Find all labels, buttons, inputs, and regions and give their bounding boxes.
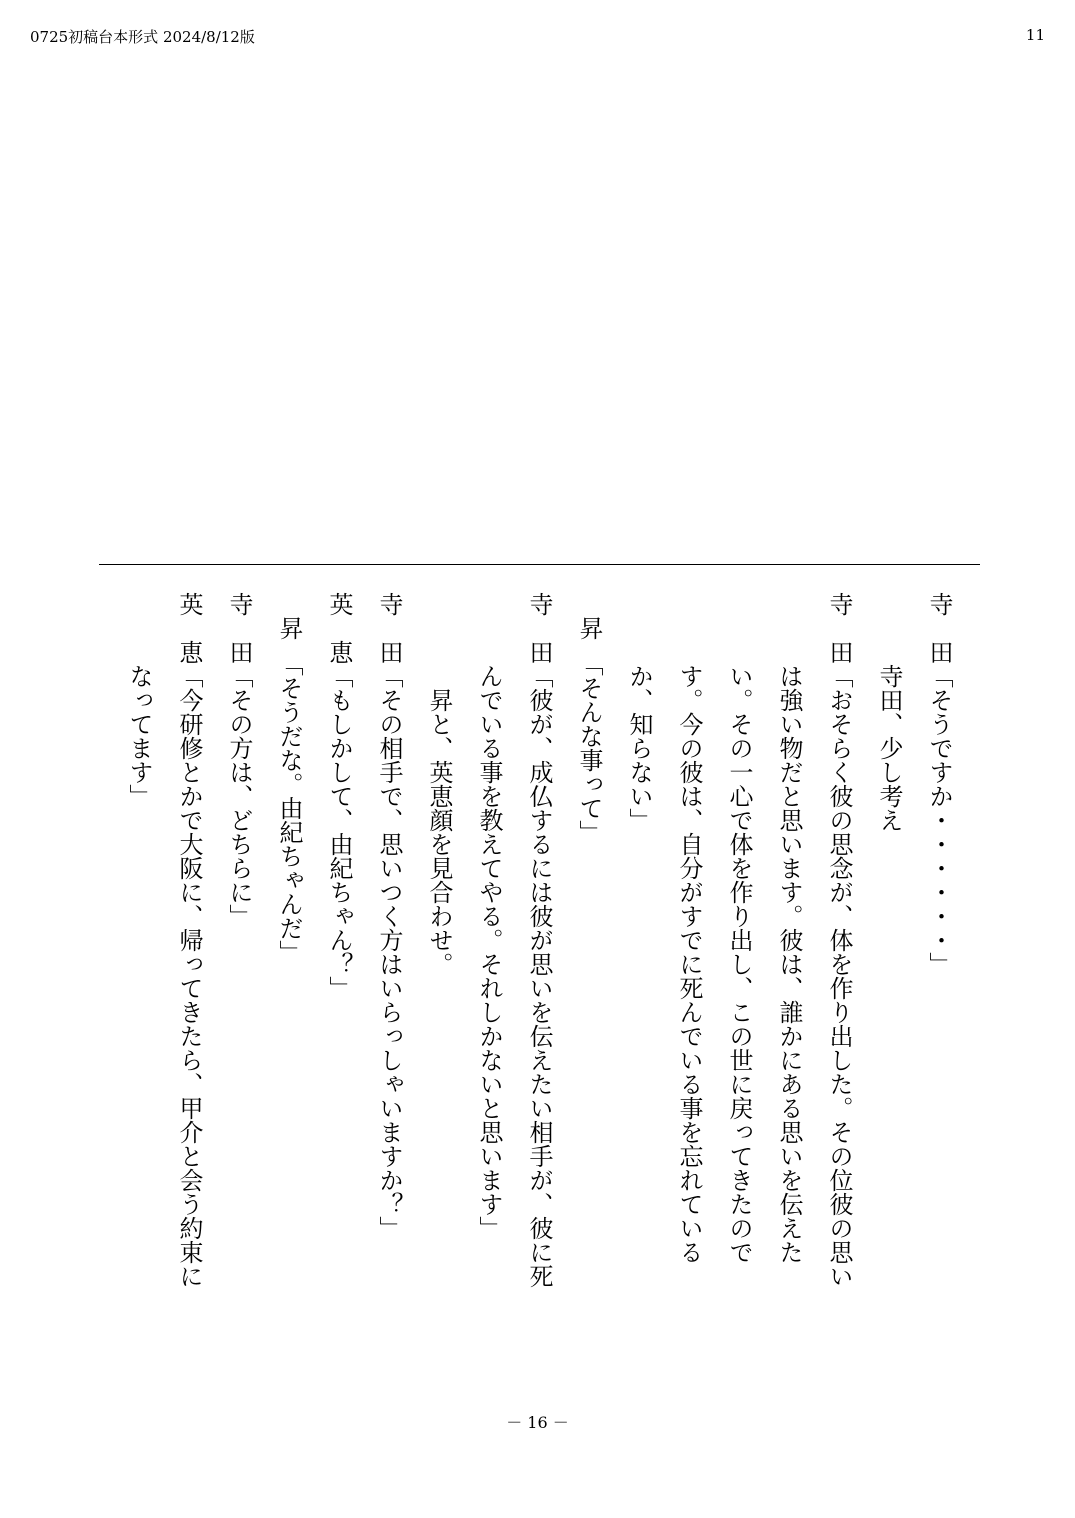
script-line: 英 恵「今研修とかで大阪に、帰ってきたら、甲介と会う約束に: [175, 592, 203, 1288]
script-line: は強い物だと思います。彼は、誰かにある思いを伝えた: [775, 592, 803, 1264]
script-line: 寺 田「おそらく彼の思念が、体を作り出した。その位彼の思い: [825, 592, 853, 1288]
script-line: す。今の彼は、自分がすでに死んでいる事を忘れている: [675, 592, 703, 1264]
stage-direction: 寺田、少し考え: [875, 592, 903, 832]
script-line: なってます」: [125, 592, 153, 808]
sheet-number: 11: [1025, 26, 1045, 44]
page-number: － 16 －: [506, 1413, 569, 1432]
stage-direction: 昇と、英恵顔を見合わせ。: [425, 592, 453, 976]
script-line: か、知らない」: [625, 592, 653, 832]
script-line: 寺 田「そうですか・・・・・・」: [925, 592, 953, 976]
script-line: 英 恵「もしかして、由紀ちゃん？」: [325, 592, 353, 1000]
document-title: 0725初稿台本形式 2024/8/12版: [30, 28, 255, 46]
script-line: 寺 田「その方は、どちらに」: [225, 592, 253, 928]
script-line: 昇 「そうだな。由紀ちゃんだ」: [275, 592, 303, 964]
script-line: 寺 田「その相手で、思いつく方はいらっしゃいますか？」: [375, 592, 403, 1240]
script-line: 寺 田「彼が、成仏するには彼が思いを伝えたい相手が、彼に死: [525, 592, 553, 1288]
script-line: んでいる事を教えてやる。それしかないと思います」: [475, 592, 503, 1240]
script-line: い。その一心で体を作り出し、この世に戻ってきたので: [725, 592, 753, 1264]
script-line: 昇 「そんな事って」: [575, 592, 603, 844]
divider-line: [99, 564, 980, 565]
